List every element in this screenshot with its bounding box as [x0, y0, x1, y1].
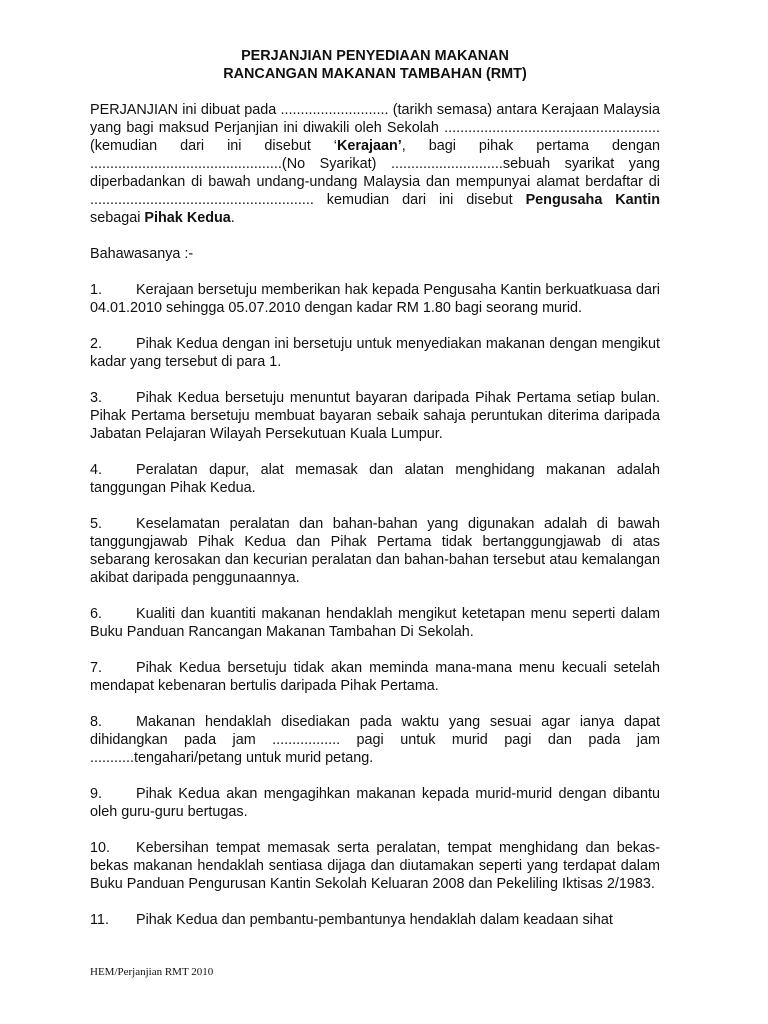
- clause-number: 11.: [90, 912, 109, 928]
- clause-7: [90, 659, 660, 695]
- clause-1: [90, 281, 660, 317]
- bold-term: RM 1.80: [396, 300, 451, 316]
- clause-8: [90, 713, 660, 767]
- clause-5: [90, 515, 660, 587]
- bold-term: Pihak Kedua: [136, 912, 218, 928]
- text-run: Kualiti dan kuantiti makanan hendaklah mengikut ketetapan menu seperti dalam: [136, 606, 660, 622]
- clause-9: [90, 785, 660, 821]
- clause-6: [90, 605, 660, 641]
- text-run: Kebersihan tempat memasak serta peralatan, tempat menghidang dan bekas-bekas makanan hendaklah sentiasa dijaga dan diutamakan seperti yang terdapat dalam: [90, 840, 660, 874]
- clause-11: [90, 911, 660, 929]
- intro-paragraph: [90, 101, 660, 227]
- bold-term: Pihak Kedua: [136, 786, 220, 802]
- page-footer: HEM/Perjanjian RMT 2010: [90, 966, 214, 978]
- bold-term: Pihak Kedua: [136, 660, 221, 676]
- clause-3: [90, 389, 660, 443]
- text-run: Peralatan dapur, alat memasak dan alatan menghidang makanan adalah tanggungan Pihak Kedua.: [90, 462, 660, 496]
- document-title-line1: PERJANJIAN PENYEDIAAN MAKANAN: [241, 48, 509, 64]
- bold-term: Pihak Kedua: [144, 210, 231, 226]
- text-run: setiap bulan. Pihak Pertama bersetuju membuat bayaran sebaik sahaja peruntukan diterima daripada Jabatan Pelajaran Wilayah Persekutuan Kuala Lumpur.: [90, 390, 660, 442]
- clause-4: [90, 461, 660, 497]
- bold-term: Pihak Kedua: [136, 390, 220, 406]
- clause-number: 3.: [90, 390, 103, 406]
- text-run: .: [230, 210, 235, 226]
- text-run: PERJANJIAN ini dibuat pada ........................... (tarikh semasa) antara Kerajaan Malaysia yang bagi maksud Perjanjian ini diwakili oleh Sekolah ...................................................... (kemudian dari ini disebut ‘: [90, 102, 660, 154]
- clause-10: [90, 839, 660, 893]
- whereas-line: Bahawasanya :-: [90, 246, 194, 262]
- bold-term: Pihak Pertama.: [340, 678, 439, 694]
- clause-list: [90, 281, 660, 929]
- clause-2: [90, 335, 660, 371]
- text-run: sebagai: [90, 210, 145, 226]
- bold-term: Pihak Pertama: [474, 390, 572, 406]
- clause-number: 4.: [90, 462, 103, 478]
- text-run: .: [650, 876, 655, 892]
- clause-number: 1.: [90, 282, 103, 298]
- text-run: , bagi pihak pertama dengan ................................................(No Syarikat) ............................sebuah syarikat yang diperbadankan di bawah undang-undang Malaysia dan mempunyai alamat berdaftar di ........................................................ kemudian dari ini disebut: [90, 138, 660, 208]
- text-run: Kerajaan bersetuju memberikan hak kepada Pengusaha Kantin berkuatkuasa dari 04.01.2010 sehingga 05.07.2010 dengan kadar: [90, 282, 660, 316]
- bold-term: Pengusaha Kantin: [525, 192, 660, 208]
- bold-term: Buku Panduan Pengurusan Kantin Sekolah Keluaran 2008 dan Pekeliling Iktisas 2/1983: [90, 876, 651, 892]
- bold-term: Kerajaan’: [336, 138, 402, 154]
- text-run: akan mengagihkan makanan kepada murid-murid dengan dibantu oleh guru-guru bertugas.: [90, 786, 660, 820]
- text-run: dengan ini bersetuju untuk menyediakan makanan dengan mengikut kadar yang tersebut di para 1.: [90, 336, 660, 370]
- clause-number: 6.: [90, 606, 103, 622]
- text-run: Keselamatan peralatan dan bahan-bahan yang digunakan adalah di bawah tanggungjawab Pihak Kedua dan Pihak Pertama tidak bertanggungjawab di atas sebarang kerosakan dan kecurian peralatan dan bahan-bahan tersebut atau kemalangan akibat daripada penggunaannya.: [90, 516, 660, 586]
- text-run: bersetuju menuntut bayaran daripada: [219, 390, 475, 406]
- bold-term: Buku Panduan Rancangan Makanan Tambahan Di Sekolah.: [90, 624, 474, 640]
- document-title-line2: RANCANGAN MAKANAN TAMBAHAN (RMT): [223, 66, 527, 82]
- document-body: [90, 47, 660, 929]
- clause-number: 7.: [90, 660, 103, 676]
- clause-number: 10.: [90, 840, 111, 856]
- clause-number: 5.: [90, 516, 103, 532]
- text-run: Makanan hendaklah disediakan pada waktu yang sesuai agar ianya dapat dihidangkan pada jam ................. pagi untuk murid pagi dan pada jam ...........tengahari/petang untuk murid petang.: [90, 714, 660, 766]
- text-run: bagi seorang murid.: [450, 300, 583, 316]
- text-run: bersetuju tidak akan meminda mana-mana menu kecuali setelah mendapat kebenaran bertulis daripada: [90, 660, 660, 694]
- text-run: dan pembantu-pembantunya hendaklah dalam keadaan sihat: [217, 912, 613, 928]
- clause-number: 9.: [90, 786, 103, 802]
- clause-number: 8.: [90, 714, 103, 730]
- bold-term: Pihak Kedua: [136, 336, 218, 352]
- clause-number: 2.: [90, 336, 103, 352]
